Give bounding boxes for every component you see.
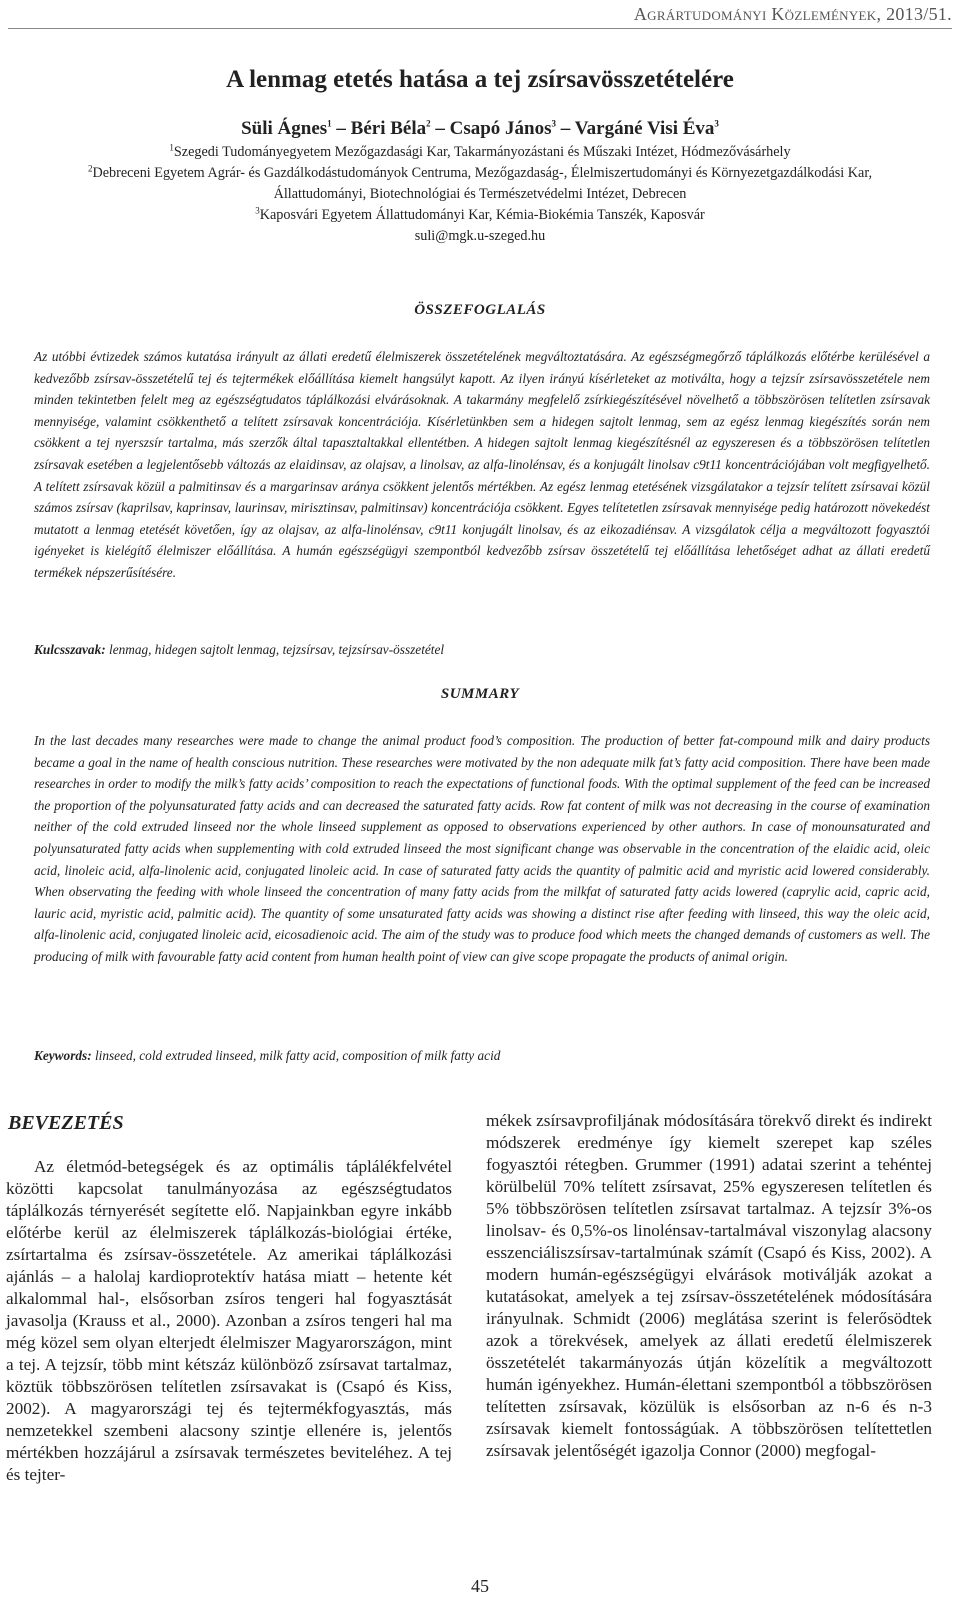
author-affiliation-mark: 2 [426,118,431,129]
affiliation-mark: 1 [169,142,174,153]
affiliation [0,142,960,163]
affiliation [0,163,960,184]
affiliation-text: Debreceni Egyetem Agrár- és Gazdálkodástudományok Centruma, Mezőgazdaság-, Élelmiszertudományi és Környezetgazdálkodási Kar, [92,165,873,181]
summary-text: In the last decades many researches were made to change the animal product food’s composition. The production of better fat-compound milk and dairy products became a goal in the name of health conscious nutrition. These researches were motivated by the non adequate milk fat’s fatty acid composition. There have been made researches in order to modify the milk’s fatty acids’ composition to reach the expectations of functional foods. With the optimal supplement of the feed can be increased the proportion of the polyunsaturated fatty acids and can decreased the saturated fatty acids. Row fat content of milk was not decreasing in the course of examination neither of the cold extruded linseed nor the whole linseed supplement as opposed to observations experienced by other authors. In case of monounsaturated and polyunsaturated fatty acids when supplementing with cold extruded linseed the most significant change was observable in the concentration of the elaidic acid, oleic acid, linoleic acid, alfa-linolenic acid, conjugated linoleic acid. In case of saturated fatty acids the quantity of palmitic acid and myristic acid lowered considerably. When observating the feeding with whole linseed the concentration of many fatty acids from the milkfat of saturated fatty acids lowered (caprylic acid, capric acid, lauric acid, myristic acid, palmitic acid). The quantity of some unsaturated fatty acids was showing a distinct rise after feeding with linseed, this way the oleic acid, alfa-linolenic acid, conjugated linoleic acid, eicosadienoic acid. The aim of the study was to produce food which meets the changed demands of customers as well. The producing of milk with favourable fatty acid content from human health point of view can give scope propagate the products of animal origin. [34,733,930,964]
author-separator: – [331,118,351,139]
author-name: Süli Ágnes [241,118,328,139]
author-name: Béri Béla [350,118,427,139]
abstract-hu-heading: ÖSSZEFOGLALÁS [414,302,546,318]
keywords-hu-list: lenmag, hidegen sajtolt lenmag, tejzsírsav, tejzsírsav-összetétel [109,642,445,657]
author-list [0,118,960,140]
affiliation-text: Állattudományi, Biotechnológiai és Természetvédelmi Intézet, Debrecen [273,186,687,202]
affiliation-mark: 3 [255,205,260,216]
keywords-hu-label: Kulcsszavak: [34,642,106,657]
contact-email[interactable]: suli@mgk.u-szeged.hu [414,228,546,244]
introduction-left-column: Az életmód-betegségek és az optimális táplálékfelvétel közötti kapcsolat tanulmányozása az egészségtudatos táplálkozás térnyerését segítette elő. Napjainkban egyre inkább előtérbe kerül az élelmiszerek táplálkozás-biológiai értéke, zsírtartalma és zsírsav-összetétele. Az amerikai táplálkozási ajánlás – a halolaj kardioprotektív hatása miatt – hetente két alkalommal hal-, elsősorban zsíros tengeri hal fogyasztását javasolja (Krauss et al., 2000). Azonban a zsíros tengeri hal ma még közel sem olyan elterjedt élelmiszer Magyarországon, mint a tej. A tejzsír, több mint kétszáz különböző zsírsavat tartalmaz, köztük többszörösen telítetlen zsírsavakat is (Csapó és Kiss, 2002). A magyarországi tej és tejtermékfogyasztás, más nemzetekkel szembeni alacsony szintje ellenére is, jelentős mértékben hozzájárul a zsírsavak természetes beviteléhez. A tej és tejter- [6,1157,452,1484]
affiliation-mark: 2 [87,163,93,174]
keywords-hu [34,640,930,660]
keywords-en-list: linseed, cold extruded linseed, milk fatty acid, composition of milk fatty acid [94,1048,501,1063]
keywords-en-label: Keywords: [34,1048,92,1063]
author-affiliation-mark: 3 [551,118,557,129]
abstract-hu-text: Az utóbbi évtizedek számos kutatása irányult az állati eredetű élelmiszerek összetételének megváltoztatására. Az egészségmegőrző táplálkozás előtérbe kerülésével a kedvezőbb zsírsav-összetételű tej és tejtermékek előállítása kiemelt hangsúlyt kapott. Az ilyen irányú kísérleteket az motiválta, hogy a tejzsír zsírsavösszetétele nem minden tekintetben felelt meg az egészségtudatos táplálkozási elvárásoknak. A takarmány megfelelő zsírkiegészítésével növelhető a többszörösen telítetlen zsírsavak mennyisége, valamint csökkenthető a telített zsírsavak koncentrációja. Kísérletünkben sem a hidegen sajtolt lenmag, sem az egész lenmag kiegészítés során nem csökkent a tej nyerszsír tartalma, más szerzők által tapasztaltakkal ellentétben. A hidegen sajtolt lenmag kiegészítésnél az egyszeresen és a többszörösen telítetlen zsírsavak esetében a legjelentősebb változás az elaidinsav, az olajsav, a linolsav, az alfa-linolénsav, és a konjugált linolsav c9t11 koncentrációjában volt megfigyelhető. A telített zsírsavak közül a palmitinsav és a margarinsav aránya csökkent jelentős mértékben. Az egész lenmag etetésének vizsgálatakor a tejzsír telített zsírsavai közül számos zsírsav (kaprilsav, kaprinsav, laurinsav, mirisztinsav, palmitinsav) koncentrációja csökkent. Egyes telítetetlen zsírsavak mennyisége pedig határozott növekedést mutatott a lenmag etetését követően, így az olajsav, az alfa-linolénsav, c9t11 konjugált linolsav, és az eikozadiénsav. A vizsgálatok célja a megváltozott fogyasztói igényeket is kielégítő élelmiszer előállítása. A humán egészségügyi szempontból kedvezőbb zsírsav összetételű tej előállítása lehetőséget adhat az állati eredetű termékek népszerűsítésére. [34,349,930,580]
affiliation [0,205,960,226]
affiliation-text: Kaposvári Egyetem Állattudományi Kar, Kémia-Biokémia Tanszék, Kaposvár [259,207,705,223]
introduction-right-column: mékek zsírsavprofiljának módosítására törekvő direkt és indirekt módszerek eredménye így kiemelt szerepet kap széles fogyasztói rétegben. Grummer (1991) adatai szerint a tehéntej körülbelül 70% telített zsírsavat, 25% egyszeresen telítetlen és 5% többszörösen telítetlen zsírsavat tartalmaz. A tejzsír 3%-os linolsav- és 0,5%-os linolénsav-tartalmával viszonylag alacsony esszenciáliszsírsav-tartalmúnak számít (Csapó és Kiss, 2002). A modern humán-egészségügyi elvárások motiválják azokat a kutatásokat, amelyek a tej zsírsav-összetételének módosítására irányulnak. Schmidt (2006) meglátása szerint is felerősödtek azok a törekvések, amelyek az állati eredetű élelmiszerek összetételét takarmányozás útján közelítik a megváltozott humán igényekhez. Humán-élettani szempontból a többszörösen telítetten zsírsavak, közülük is elsősorban az n-6 és n-3 zsírsavak kiemelt fontosságúak. A többszörösen telítettetlen zsírsavak jelentőségét igazolja Connor (2000) megfogal- [486,1111,932,1460]
author-name: Csapó János [449,118,552,139]
affiliation-text: Szegedi Tudományegyetem Mezőgazdasági Kar, Takarmányozástani és Műszaki Intézet, Hódmezővásárhely [173,144,791,160]
journal-header: Agrártudományi Közlemények, 2013/51. [8,0,952,29]
author-affiliation-mark: 1 [327,118,332,129]
affiliation [0,184,960,205]
keywords-en [34,1046,930,1066]
author-separator: – [556,118,575,139]
introduction-heading: BEVEZETÉS [8,1112,124,1134]
author-separator: – [430,118,450,139]
author-affiliation-mark: 3 [714,118,719,129]
article-title: A lenmag etetés hatása a tej zsírsavösszetételére [226,66,734,93]
summary-heading: SUMMARY [440,686,520,702]
author-name: Vargáné Visi Éva [574,118,715,139]
page-number: 45 [471,1576,489,1596]
